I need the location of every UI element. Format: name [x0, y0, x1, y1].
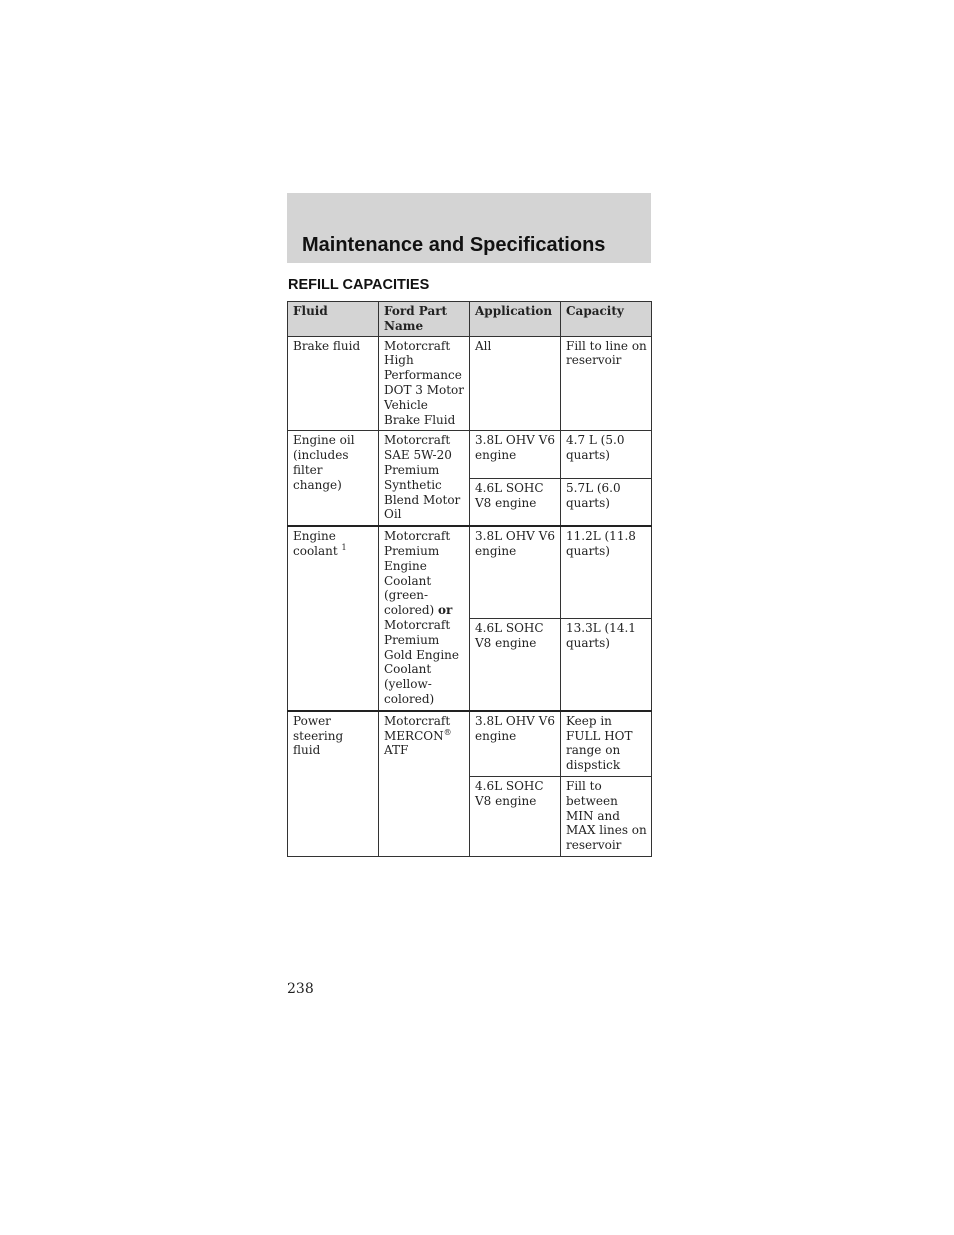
page-title: Maintenance and Specifications [302, 234, 606, 256]
column-header-application: Application [470, 302, 561, 337]
fluid-cell: Power steering fluid [288, 711, 379, 857]
capacity-cell: 5.7L (6.0 quarts) [561, 479, 652, 527]
application-cell: 3.8L OHV V6 engine [470, 431, 561, 479]
footnote-marker: 1 [341, 542, 347, 552]
column-header-fluid: Fluid [288, 302, 379, 337]
part-name-suffix: ATF [384, 743, 409, 758]
fluid-cell: Brake fluid [288, 336, 379, 431]
part-name-cell [379, 526, 470, 711]
part-name-or: or [438, 603, 453, 618]
section-title: REFILL CAPACITIES [288, 277, 430, 293]
column-header-part-name: Ford Part Name [379, 302, 470, 337]
capacity-cell: Fill to line on reservoir [561, 336, 652, 431]
part-name-cell: Motorcraft SAE 5W-20 Premium Synthetic Blend Motor Oil [379, 431, 470, 526]
application-cell: All [470, 336, 561, 431]
capacity-cell: Keep in FULL HOT range on dispstick [561, 711, 652, 777]
capacity-cell: Fill to between MIN and MAX lines on reservoir [561, 776, 652, 856]
part-name-cell: Motorcraft High Performance DOT 3 Motor Vehicle Brake Fluid [379, 336, 470, 431]
column-header-capacity: Capacity [561, 302, 652, 337]
application-cell: 4.6L SOHC V8 engine [470, 619, 561, 711]
fluid-cell [288, 526, 379, 711]
table-row [288, 526, 652, 619]
refill-capacities-table [287, 301, 652, 857]
page-number: 238 [287, 981, 314, 997]
registered-mark: ® [443, 727, 452, 737]
fluid-cell: Engine oil (includes filter change) [288, 431, 379, 526]
application-cell: 3.8L OHV V6 engine [470, 711, 561, 777]
application-cell: 4.6L SOHC V8 engine [470, 776, 561, 856]
part-name-cell [379, 711, 470, 857]
table-row [288, 711, 652, 777]
part-name-option-b: Motorcraft Premium Gold Engine Coolant (yellow-colored) [384, 617, 459, 706]
header-band [287, 193, 651, 263]
application-cell: 4.6L SOHC V8 engine [470, 479, 561, 527]
fluid-label: Engine coolant [293, 529, 338, 558]
table-row [288, 336, 652, 431]
capacity-cell: 11.2L (11.8 quarts) [561, 526, 652, 619]
table-header-row [288, 302, 652, 337]
table-row [288, 431, 652, 479]
part-name-brand: Motorcraft MERCON [384, 713, 451, 743]
capacity-cell: 4.7 L (5.0 quarts) [561, 431, 652, 479]
capacity-cell: 13.3L (14.1 quarts) [561, 619, 652, 711]
part-name-option-a: Motorcraft Premium Engine Coolant (green-colored) [384, 529, 451, 618]
application-cell: 3.8L OHV V6 engine [470, 526, 561, 619]
